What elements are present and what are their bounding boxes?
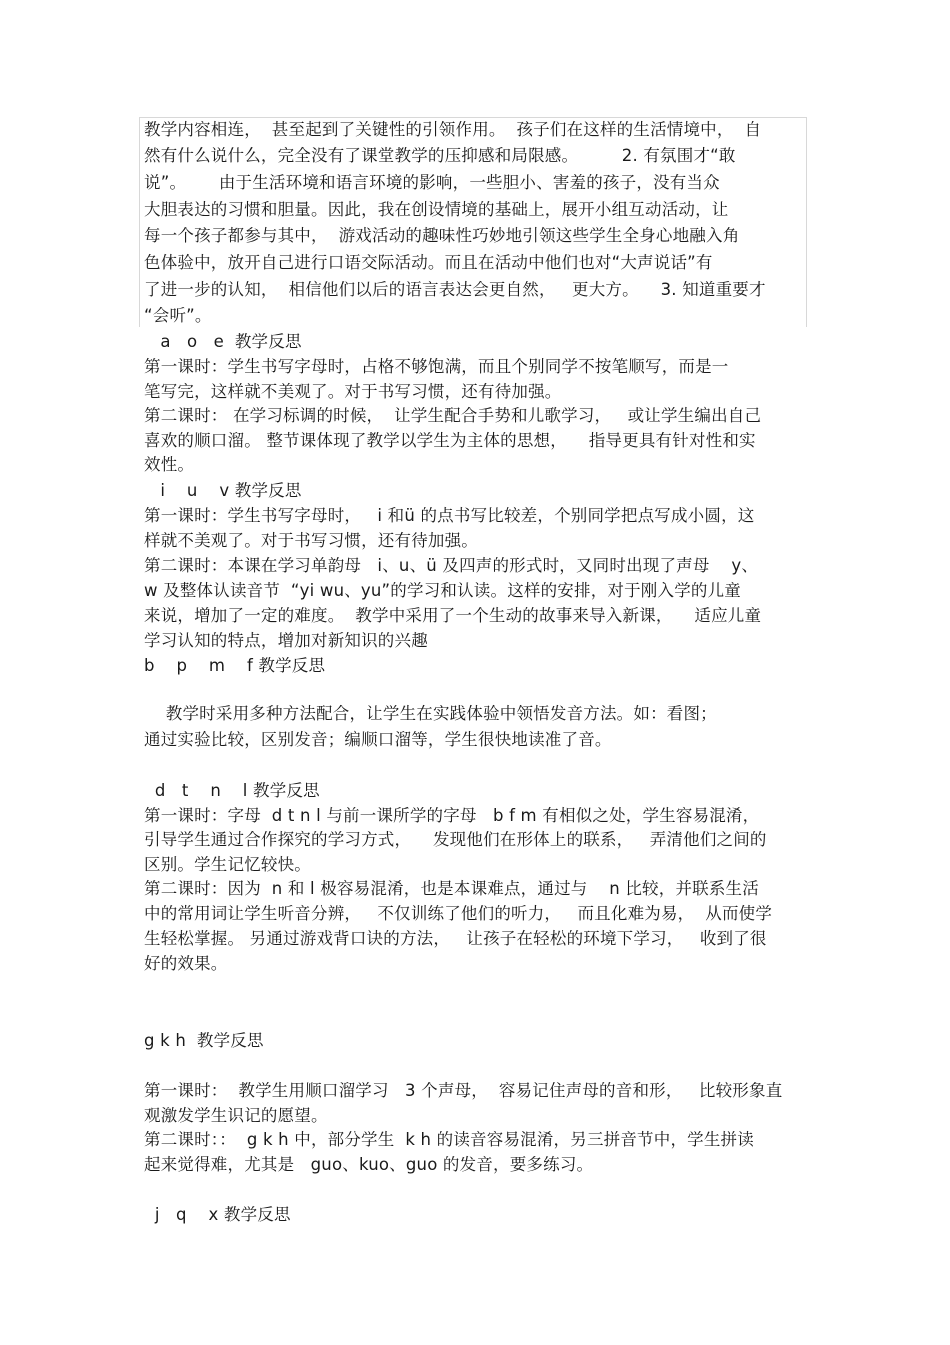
text-line: 每一个孩子都参与其中， 游戏活动的趣味性巧妙地引领这些学生全身心地融入角 [144, 226, 740, 245]
text-line: 色体验中，放开自己进行口语交际活动。而且在活动中他们也对“大声说话”有 [144, 253, 713, 272]
text-line: 起来觉得难，尤其是 guo、kuo、guo 的发音，要多练习。 [144, 1155, 594, 1174]
text-line: 笔写完，这样就不美观了。对于书写习惯，还有待加强。 [144, 382, 562, 401]
text-line: d t n l 教学反思 [144, 781, 320, 800]
text-line: 区别。学生记忆较快。 [144, 855, 311, 874]
text-line: 说”。 由于生活环境和语言环境的影响，一些胆小、害羞的孩子，没有当众 [144, 173, 720, 192]
text-line: w 及整体认读音节 “yi wu、yu”的学习和认读。这样的安排，对于刚入学的儿童 [144, 581, 741, 600]
text-line: 第一课时：字母 d t n l 与前一课所学的字母 b f m 有相似之处，学生容易混淆， [144, 806, 760, 825]
text-line: a o e 教学反思 [144, 332, 302, 351]
text-line: j q x 教学反思 [144, 1205, 291, 1224]
text-line: i u v 教学反思 [144, 481, 302, 500]
text-line: g k h 教学反思 [144, 1031, 264, 1050]
text-line: 教学内容相连， 甚至起到了关键性的引领作用。 孩子们在这样的生活情境中， 自 [144, 120, 762, 139]
text-line: 了进一步的认知， 相信他们以后的语言表达会更自然， 更大方。 3. 知道重要才 [144, 280, 766, 299]
text-line: 学习认知的特点，增加对新知识的兴趣 [144, 631, 428, 650]
text-line: 喜欢的顺口溜。 整节课体现了教学以学生为主体的思想， 指导更具有针对性和实 [144, 431, 756, 450]
text-line: 观激发学生识记的愿望。 [144, 1106, 328, 1125]
text-line: “会听”。 [144, 306, 212, 325]
text-line: 通过实验比较，区别发音；编顺口溜等，学生很快地读准了音。 [144, 730, 612, 749]
text-line: 第二课时：本课在学习单韵母 i、u、ü 及四声的形式时，又同时出现了声母 y、 [144, 556, 759, 575]
text-line: 然有什么说什么，完全没有了课堂教学的压抑感和局限感。 2. 有氛围才“敢 [144, 146, 736, 165]
text-line: 第一课时：学生书写字母时， i 和ü 的点书写比较差，个别同学把点写成小圆，这 [144, 506, 755, 525]
text-line: 中的常用词让学生听音分辨， 不仅训练了他们的听力， 而且化难为易， 从而使学 [144, 904, 773, 923]
text-line: 第二课时：因为 n 和 l 极容易混淆，也是本课难点，通过与 n 比较，并联系生活 [144, 879, 759, 898]
text-line: b p m f 教学反思 [144, 656, 326, 675]
text-line: 大胆表达的习惯和胆量。因此，我在创设情境的基础上，展开小组互动活动，让 [144, 200, 729, 219]
text-line: 第一课时： 教学生用顺口溜学习 3 个声母， 容易记住声母的音和形， 比较形象直 [144, 1081, 783, 1100]
text-line: 第二课时：： g k h 中，部分学生 k h 的读音容易混淆，另三拼音节中，学生拼读 [144, 1130, 754, 1149]
text-line: 效性。 [144, 455, 195, 474]
text-line: 来说，增加了一定的难度。 教学中采用了一个生动的故事来导入新课， 适应儿童 [144, 606, 762, 625]
text-line: 好的效果。 [144, 954, 228, 973]
text-line: 引导学生通过合作探究的学习方式， 发现他们在形体上的联系， 弄清他们之间的 [144, 830, 767, 849]
text-line: 第二课时： 在学习标调的时候， 让学生配合手势和儿歌学习， 或让学生编出自己 [144, 406, 762, 425]
text-line: 第一课时：学生书写字母时，占格不够饱满，而且个别同学不按笔顺写，而是一 [144, 357, 729, 376]
text-line: 教学时采用多种方法配合，让学生在实践体验中领悟发音方法。如：看图； [144, 704, 717, 723]
text-line: 样就不美观了。对于书写习惯，还有待加强。 [144, 531, 478, 550]
text-line: 生轻松掌握。 另通过游戏背口诀的方法， 让孩子在轻松的环境下学习， 收到了很 [144, 929, 767, 948]
